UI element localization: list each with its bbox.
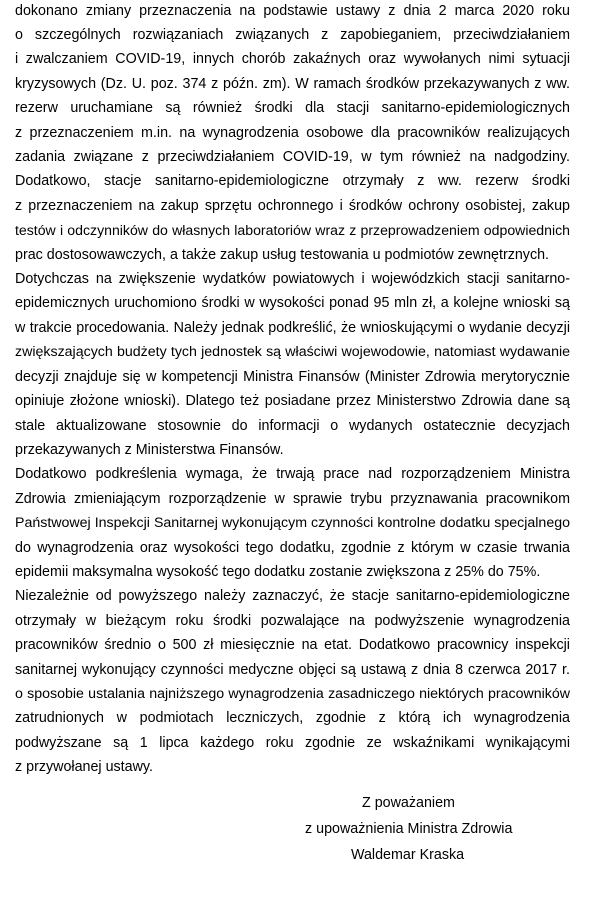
body-line: przekazywanych z Ministerstwa Finansów. (15, 442, 284, 458)
body-line: pracowników średnio o 500 zł miesięcznie na etat. Dodatkowo pracownicy inspekcji (15, 637, 570, 653)
body-line: Państwowej Inspekcji Sanitarnej wykonującym czynności kontrolne dodatku specjalnego (15, 515, 570, 531)
body-line: decyzji znajduje się w kompetencji Ministra Finansów (Minister Zdrowia merytorycznie (15, 369, 570, 385)
body-line: w trakcie procedowania. Należy jednak podkreślić, że wnioskującymi o wydanie decyzji (15, 320, 570, 336)
signatory-authority: z upoważnienia Ministra Zdrowia (305, 821, 513, 837)
body-line: Dotychczas na zwiększenie wydatków powiatowych i wojewódzkich stacji sanitarno- (15, 271, 570, 287)
body-line: z przywołanej ustawy. (15, 759, 153, 775)
body-line: Dodatkowo, stacje sanitarno-epidemiologiczne otrzymały z ww. rezerw środki (15, 173, 570, 189)
body-line: sanitarnej wykonujący czynności medyczne objęci są ustawą z dnia 8 czerwca 2017 r. (15, 662, 570, 678)
body-line: z przeznaczeniem m.in. na wynagrodzenia osobowe dla pracowników realizujących (15, 125, 570, 141)
body-line: i zwalczaniem COVID-19, innych chorób zakaźnych oraz wywołanych nimi sytuacji (15, 51, 570, 67)
body-line: Dodatkowo podkreślenia wymaga, że trwają prace nad rozporządzeniem Ministra (15, 466, 570, 482)
body-line: Niezależnie od powyższego należy zaznaczyć, że stacje sanitarno-epidemiologiczne (15, 588, 570, 604)
body-line: o sposobie ustalania najniższego wynagrodzenia zasadniczego niektórych pracowników (15, 686, 570, 702)
body-line: do wynagrodzenia oraz wysokości tego dodatku, zgodnie z którym w czasie trwania (15, 540, 570, 556)
body-line: rezerw uruchamiane są również środki dla stacji sanitarno-epidemiologicznych (15, 100, 570, 116)
body-line: epidemii maksymalna wysokość tego dodatku zostanie zwiększona z 25% do 75%. (15, 564, 541, 580)
body-line: z przeznaczeniem na zakup sprzętu ochronnego i środków ochrony osobistej, zakup (15, 198, 570, 214)
body-line: epidemicznych uruchomiono środki w wysokości ponad 95 mln zł, a kolejne wnioski są (15, 295, 570, 311)
body-line: otrzymały w bieżącym roku środki pozwalające na podwyższenie wynagrodzenia (15, 613, 570, 629)
body-line: podwyższane są 1 lipca każdego roku zgodnie ze wskaźnikami wynikającymi (15, 735, 570, 751)
body-line: dokonano zmiany przeznaczenia na podstawie ustawy z dnia 2 marca 2020 roku (15, 3, 570, 19)
body-line: Zdrowia zmieniającym rozporządzenie w sprawie trybu przyznawania pracownikom (15, 491, 570, 507)
body-line: zadania związane z przeciwdziałaniem COVID-19, w tym również na nadgodziny. (15, 149, 570, 165)
body-line: kryzysowych (Dz. U. poz. 374 z późn. zm). W ramach środków przekazywanych z ww. (15, 76, 570, 92)
body-line: prac dostosowawczych, a także zakup usług testowania u podmiotów zewnętrznych. (15, 247, 550, 263)
body-line: opiniuje złożone wnioski). Dlatego też posiadane przez Ministerstwo Zdrowia dane są (15, 393, 570, 409)
body-line: o szczególnych rozwiązaniach związanych z zapobieganiem, przeciwdziałaniem (15, 27, 570, 43)
body-line: zwiększających budżety tych jednostek są właściwi wojewodowie, natomiast wydawanie (15, 344, 570, 360)
body-line: stale aktualizowane stosownie do informacji o wydanych ostatecznie decyzjach (15, 418, 570, 434)
signatory-name: Waldemar Kraska (351, 847, 465, 863)
body-line: testów i odczynników do własnych laboratoriów wraz z przeprowadzeniem odpowiednich (15, 222, 570, 238)
body-line: zatrudnionych w podmiotach leczniczych, zgodnie z którą ich wynagrodzenia (15, 710, 570, 726)
closing-greeting: Z poważaniem (362, 795, 455, 811)
